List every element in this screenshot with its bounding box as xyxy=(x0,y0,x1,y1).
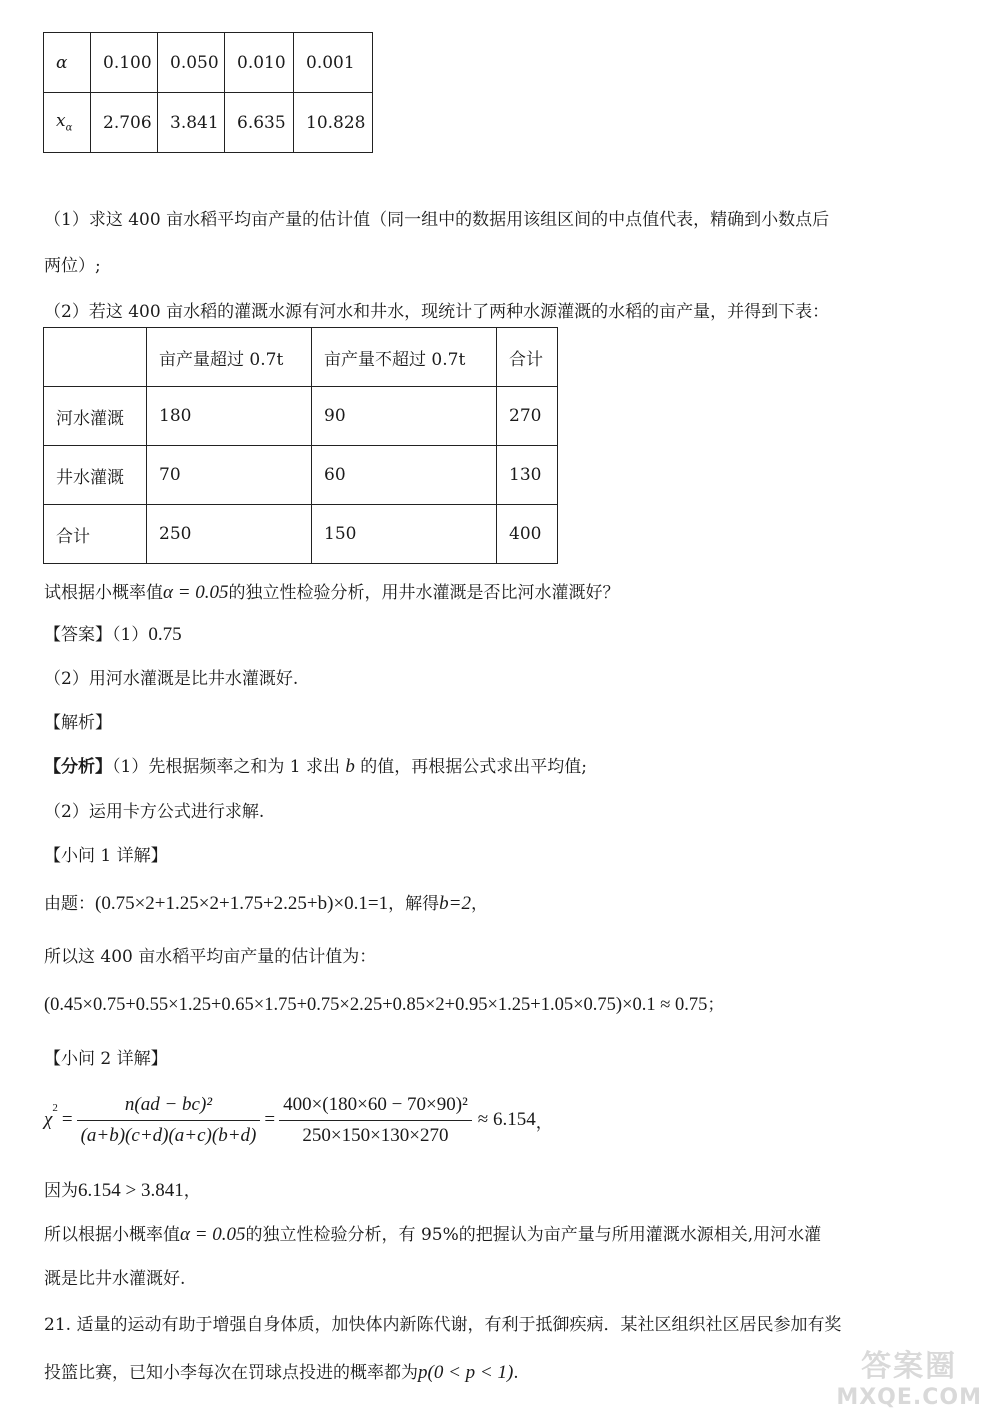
contingency-table xyxy=(43,327,558,564)
table-cell: 180 xyxy=(147,387,312,446)
table-header-cell xyxy=(44,328,147,387)
because-line: 因为6.154 > 3.841， xyxy=(44,1180,201,1201)
part1-estimate-text: 所以这 400 亩水稻平均亩产量的估计值为： xyxy=(44,947,377,967)
watermark: 答案圈 MXQE.COM xyxy=(836,1349,982,1410)
table-header-cell: 亩产量超过 0.7t xyxy=(147,328,312,387)
table-cell: 150 xyxy=(312,505,497,564)
answer-line2: （2）用河水灌溉是比井水灌溉好. xyxy=(44,669,299,689)
chi-square-formula: χ $^2$ = $\frac{\text{n(ad − bc)²}}{(a+b)(c+d)(a+c)(b+d)}$ = $\frac{\text{400×(180×60 − 70×90)²}}{250\times 150\times 130\times 270}$ ≈ 6.154 ， xyxy=(44,1093,553,1146)
table-cell: 井水灌溉 xyxy=(44,446,147,505)
table-cell: 130 xyxy=(497,446,558,505)
crit-cell: 0.001 xyxy=(294,33,373,93)
chi-fraction-numeric: $\frac{\text{400×(180×60 − 70×90)²}}{250\times 150\times 130\times 270}$ xyxy=(279,1094,472,1147)
critical-value-table xyxy=(43,32,373,153)
table-cell: 合计 xyxy=(44,505,147,564)
q1-line1: （1）求这 400 亩水稻平均亩产量的估计值（同一组中的数据用该组区间的中点值代表，精确到小数点后 xyxy=(44,210,830,230)
crit-cell: α xyxy=(44,33,91,93)
table-cell: 河水灌溉 xyxy=(44,387,147,446)
crit-cell: 3.841 xyxy=(158,93,225,153)
q21-line2: 投篮比赛，已知小李每次在罚球点投进的概率都为p(0 < p < 1). xyxy=(44,1362,519,1383)
analysis-fenxi-1: 【分析】（1）先根据频率之和为 1 求出 b 的值，再根据公式求出平均值; xyxy=(44,756,587,777)
table-cell: 250 xyxy=(147,505,312,564)
q21-line1: 21. 适量的运动有助于增强自身体质，加快体内新陈代谢，有利于抵御疾病．某社区组织社区居民参加有奖 xyxy=(44,1315,842,1335)
table-cell: 90 xyxy=(312,387,497,446)
table-cell: 70 xyxy=(147,446,312,505)
part1-equation-line: 由题：(0.75×2+1.25×2+1.75+2.25+b)×0.1=1，解得b=2， xyxy=(44,893,488,914)
conclusion-line2: 溉是比井水灌溉好. xyxy=(44,1269,186,1289)
table-cell: 400 xyxy=(497,505,558,564)
answer-line1: 【答案】（1）0.75 xyxy=(44,624,182,645)
crit-cell: 0.100 xyxy=(91,33,158,93)
analysis-fenxi-2: （2）运用卡方公式进行求解. xyxy=(44,802,265,822)
analysis-tag: 【解析】 xyxy=(44,713,112,733)
crit-cell: 6.635 xyxy=(225,93,294,153)
crit-cell: 0.010 xyxy=(225,33,294,93)
crit-cell: $x_\alpha$ xyxy=(44,93,91,153)
conclusion-line1: 所以根据小概率值α = 0.05的独立性检验分析，有 95%的把握认为亩产量与所用灌溉水源相关,用河水灌 xyxy=(44,1224,822,1245)
q2-question: 试根据小概率值α = 0.05的独立性检验分析，用井水灌溉是否比河水灌溉好？ xyxy=(44,582,620,603)
chi-fraction-general: $\frac{\text{n(ad − bc)²}}{(a+b)(c+d)(a+c)(b+d)}$ xyxy=(77,1094,261,1147)
table-cell: 60 xyxy=(312,446,497,505)
table-header-cell: 亩产量不超过 0.7t xyxy=(312,328,497,387)
crit-cell: 2.706 xyxy=(91,93,158,153)
crit-cell: 10.828 xyxy=(294,93,373,153)
part1-tag: 【小问 1 详解】 xyxy=(44,846,168,866)
table-header-cell: 合计 xyxy=(497,328,558,387)
q1-line2: 两位）; xyxy=(44,256,101,276)
table-cell: 270 xyxy=(497,387,558,446)
q2-intro: （2）若这 400 亩水稻的灌溉水源有河水和井水，现统计了两种水源灌溉的水稻的亩产量，并得到下表： xyxy=(44,302,830,322)
part2-tag: 【小问 2 详解】 xyxy=(44,1049,168,1069)
crit-cell: 0.050 xyxy=(158,33,225,93)
part1-mean-formula: (0.45×0.75+0.55×1.25+0.65×1.75+0.75×2.25+0.85×2+0.95×1.25+1.05×0.75)×0.1 ≈ 0.75； xyxy=(44,995,725,1015)
